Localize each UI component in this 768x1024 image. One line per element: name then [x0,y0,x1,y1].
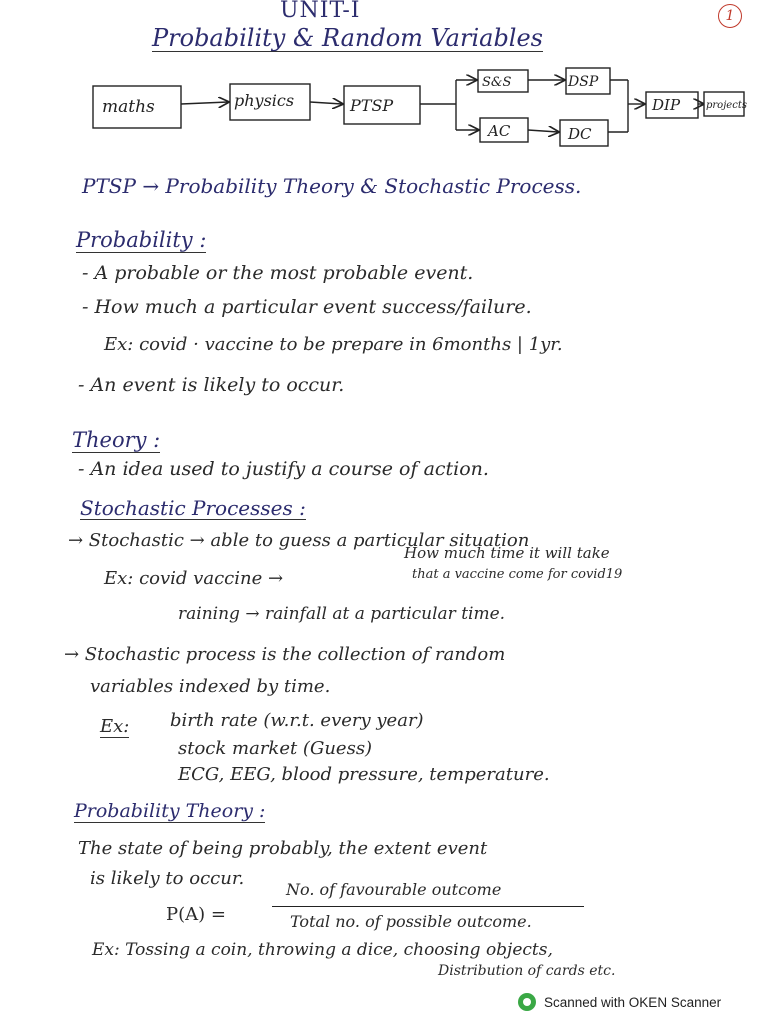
page-number-badge: 1 [718,4,742,28]
probability-theory-heading: Probability Theory : [74,800,266,822]
examples-label: Ex: [100,716,130,737]
stochastic-heading: Stochastic Processes : [80,496,306,520]
flow-label-dsp: DSP [568,74,599,90]
stochastic-line-2: → Stochastic process is the collection of random [64,644,506,665]
flow-label-dip: DIP [652,96,681,114]
stochastic-example-note-2: that a vaccine come for covid19 [412,567,623,582]
page-title: Probability & Random Variables [152,24,543,52]
stochastic-example-label: Ex: covid vaccine → [104,568,284,589]
flow-label-dc: DC [568,125,592,143]
flow-label-ac: AC [488,122,511,140]
scanner-watermark-text: Scanned with OKEN Scanner [544,994,722,1010]
probability-line-2: - How much a particular event success/failure. [82,296,532,318]
probability-theory-line-2: is likely to occur. [90,868,245,889]
example-ecg: ECG, EEG, blood pressure, temperature. [178,764,550,785]
probability-theory-line-1: The state of being probably, the extent event [78,838,488,859]
formula-denominator: Total no. of possible outcome. [290,912,532,931]
probability-example: Ex: covid · vaccine to be prepare in 6months | 1yr. [104,334,563,355]
stochastic-line-1: → Stochastic → able to guess a particular situation [68,530,530,551]
probability-theory-example-2: Distribution of cards etc. [438,963,616,979]
flow-label-ptsp: PTSP [350,96,394,115]
ptsp-definition: PTSP → Probability Theory & Stochastic Process. [82,174,582,198]
theory-heading: Theory : [72,428,161,452]
stochastic-example-note-1: How much time it will take [404,544,610,562]
stochastic-line-3: variables indexed by time. [90,676,331,697]
stochastic-raining-example: raining → rainfall at a particular time. [178,604,506,624]
subject-flow-diagram [0,0,768,160]
probability-line-1: - A probable or the most probable event. [82,262,474,284]
flow-label-projects: projects [706,100,747,111]
example-birth-rate: birth rate (w.r.t. every year) [170,710,424,731]
example-stock-market: stock market (Guess) [178,738,373,759]
theory-line-1: - An idea used to justify a course of action. [78,458,489,480]
unit-heading: UNIT-I [280,0,361,23]
formula-lhs: P(A) = [166,904,226,925]
flow-label-sgs: S&S [482,75,512,90]
flow-label-maths: maths [102,97,155,117]
flow-label-physics: physics [234,91,295,110]
formula-fraction-bar [272,906,584,907]
scanner-logo-icon [518,993,536,1011]
probability-theory-example-1: Ex: Tossing a coin, throwing a dice, choosing objects, [92,940,553,960]
scanner-watermark [518,992,721,1012]
probability-heading: Probability : [76,228,207,252]
probability-line-3: - An event is likely to occur. [78,374,345,396]
formula-numerator: No. of favourable outcome [286,880,502,899]
